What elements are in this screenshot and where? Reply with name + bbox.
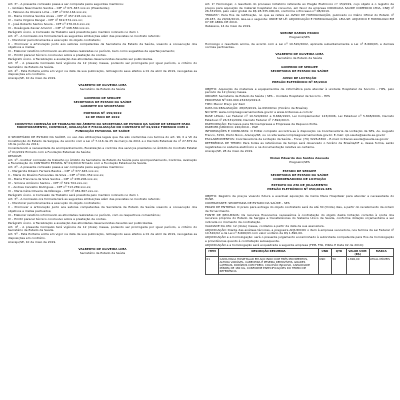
paragraph: IV – Simone Amâncio Santos – CPF nº 519.704.xxx-xx; [8,181,88,186]
adjudication-table [205,248,394,274]
paragraph: Considerando a necessidade de acompanhamento, fiscalização e controle dos serviços prestados no âmbito do Contrato Estatal nº 01/2019 firmado com a Fundação Estadual de Saúde; [8,146,197,154]
paragraph: Art. 1º - Instituir comissão de trabalho no âmbito da Secretaria de Estado da Saúde para Acompanhamento, Controle, Avaliação e Fiscalização do CONTRATO ESTATAL Nº 01/2019 firmado com a Fundação Estadual de Saúde. [8,157,197,166]
paragraph: ADJUDICAÇÃO e a homologação: será o presente julgamento encaminhado à autoridade competente para fins de homologação e providências quanto à contratação subsequente. [205,235,394,243]
right-column-flow [205,3,394,243]
paragraph: VI – Maria Célia Oliveira da Nóbrega – CPF nº 081.867.xxx-xx. [8,189,99,194]
paragraph: Art. 3º - A presente Comissão terá vigência de 12 (doze) meses, podendo ser prorrogada por igual período, a critério do Secretário de Estado da Saúde. [8,61,197,69]
paragraph: V – Andrea Carvalho Rodrigues – CPF nº 713.289.xxx-xx; [8,185,92,190]
cell-brand: ATUAL MÓVEIS [369,257,393,274]
paragraph: Itabaiana, 14 de maio de 2019. [205,24,252,29]
section-heading: SECRETARIA DE ESTADO DA SAÚDE [73,100,132,105]
paragraph: ORIGEM: Secretaria de Estado da Saúde / SES – Unidade Hospitalar de Socorro – HPS [205,94,330,99]
table-caption: ADJUDICAÇÃO e a homologação será enquadrada a seguinte empresa (FPPL FISI, PIRAL E Data 02 de 2019): [205,242,364,247]
paragraph: TIPO: Menor Preço por item [205,102,246,107]
paragraph: VALIDADE DA ATA: 12 (doze) meses, contados a partir da data de sua assinatura. [205,223,325,228]
paragraph: Art. 2º - A Comissão ora formada terá as seguintes atribuições além das previstas no Contrato referido: [8,33,161,38]
paragraph: NO SITE: www.comprasgovernamentais.gov.br e www.licitacoes-e.com.br [205,109,313,114]
col-header-unit-value: VALOR UNIT. (R$) [348,248,368,256]
paragraph: Parágrafo único. A Comissão de Trabalho será presidida pelo membro indicado no item I. [8,193,139,198]
signature-name: VALBERTO DE OLIVEIRA LIMA [78,83,127,88]
paragraph: Art. 2º - A presente comissão passa a ser composta pelos seguintes membros: [8,165,124,170]
section-heading: PREGÃO ELETRÔNICO Nº 85/2019 [272,79,327,84]
cell-description: CAMA MACA HOSPITALAR EM AÇO INOX COM TRÊS MOVIMENTOS, ALTURA VARIÁVEL, CABECEIRA E PESEIRA REMOVÍVEIS, GRADES LATERAIS, RODÍZIOS COM FREIO, COLCHÃO INCLUSO, CAPACIDADE MÍNIMA DE 180 KG, CONFORME ESPECIFICAÇÕES DO TERMO DE REFERÊNCIA [219,257,319,274]
paragraph: INFORMAÇÕES E CONSULTAS: O Edital completo encontra-se à disposição na Coordenadoria de Licitação da SES, Av. Augusto Franco, 3150, Ponto Novo, Aracaju/SE, ou no site www.comprasgovernamentais.gov.br. E-mail: cpl.saude@saude.se.gov.br [205,129,394,138]
paragraph: REFERÊNCIA DE TEMPO: Para todas as referências de tempo será observado o horário de Brasília/DF e, dessa forma, serão registradas no sistema eletrônico e na documentação relativa ao certame. [205,140,394,149]
paragraph: Homologo o resultado acima, de acordo com a Lei nº 10.520/2002, aplicada subsidiariamente a Lei nº 8.666/93, e demais normas pertinentes. [205,41,394,50]
paragraph: Aracaju/SE, 10 de maio de 2019. [8,76,57,81]
section-heading: COORDENADORIA DE LICITAÇÃO [273,176,326,181]
paragraph: III – Elaborar relatório informando as atividades realizadas no período, bem como sugestões de aperfeiçoamento; [8,49,176,54]
paragraph: ESCLARECIMENTOS: Coordenadoria de Licitação da Saúde – Fone: (79) 3226-8300 – E-mail: licitacao.saude@saude.se.gov.br [205,137,389,141]
paragraph: OBJETO: Registro de preços visando futura e eventual aquisição de Cama Maca Hospitalar para atender a necessidade do HUSE. [205,193,394,202]
paragraph: II – Fabiano de Oliveira Lima – CPF nº 032.164.xxx-xx; [8,9,88,14]
cell-item: 01 [206,257,219,274]
paragraph: Art. 4º - Esta Portaria entra em vigor na data de sua publicação, retroagindo seus efeitos a 01 de abril de 2019, revogadas as disposições em contrário. [8,68,197,77]
paragraph: IV – Emitir parecer técnico conclusivo sobre a prestação de contas. [8,53,107,58]
section-heading: 10 DE MAIO DE 2019 [85,114,120,119]
paragraph: PRAZO DE ENTREGA: O prazo para entrega do objeto contratado será de até 30 (trinta) dias, a partir do recebimento da ordem de fornecimento. [205,205,394,213]
paragraph: Art. 4º - A presente Comissão terá vigência de 12 (doze) meses, podendo ser prorrogada por igual período, a critério do Secretário de Estado da Saúde. [8,224,197,233]
signature-role: Secretário de Estado da Saúde [79,250,126,255]
section-heading: SECRETARIA DE ESTADO DA SAÚDE [270,172,329,177]
col-header-item: ITEM [206,249,219,257]
col-header-brand: MARCA [369,249,393,257]
paragraph: Art. 5º - Esta Portaria entra em vigor na data de sua publicação, retroagindo seus efeitos a 01 de abril de 2019, revogadas as disposições em contrário. [8,232,197,240]
section-heading: AVISO DE LICITAÇÃO [282,75,317,80]
section-heading: GABINETE DO SECRETÁRIO [80,104,125,109]
paragraph: III – Elaborar relatório informando as atividades realizadas no período, com os respectivos comentários; [8,212,161,217]
signature-role: Pregoeiro/SES [289,159,310,164]
paragraph: I – Margarida Ribeiro Ferreira Bastos – CPF nº 377.645.xxx-xx; [8,169,100,174]
cell-unit: UND [318,257,331,274]
paragraph: Parágrafo único. A fiscalização e avaliação das atividades desenvolvidas deverão ser publicizadas. [8,220,154,225]
paragraph: I – Monitorar periodicamente a execução do objeto contratado; [8,201,101,206]
paragraph: III – Maria Cristina Santos Alves – CPF nº 457.218.xxx-xx; [8,13,92,18]
col-header-description: DESCRIÇÃO RESUMIDA [219,249,319,257]
paragraph: PARTICIPAÇÃO: Exclusiva para Microempresas e Empresas de Pequeno Porte. [205,121,319,126]
signature-name: VALBERTO DE OLIVEIRA LIMA [78,246,127,251]
paragraph: CONTRATANTE: SECRETARIA DE ESTADO DA SAÚDE – SES [205,201,290,206]
signature-role: Pregoeira/SES [289,35,310,40]
table-header-row [206,249,394,257]
signature-name: VALBERTO DE OLIVEIRA LIMA [275,52,324,57]
signature-name: Vivian Eduardo dos Santos Azevedo [269,155,330,160]
signature-role: Secretário de Estado da Saúde [79,87,126,92]
paragraph: Art. 1º Homologar, o resultado do processo licitatório referente ao Pregão Eletrônico nº 15/2019, cujo objeto é o registro de preços para aquisição de material hospitalar de consumo, em favor da empresa CIRURGICA SAUDE COMERCIO LTDA, CNPJ nº 26.331509, pelo valor global de R$ 28.335.000,00, conforme o Processo nº 08/2019. [205,3,394,14]
cell-quantity: 50 [331,257,346,274]
col-header-quantity: QTD [331,249,346,257]
paragraph: III – Maria Francisca da Silva Santos – CPF nº 438.206.xxx-xx; [8,177,99,182]
paragraph: PARECER JURÍDICO: 220/2019 – PGE [205,125,258,130]
paragraph: BASE LEGAL: Lei Federal nº 10.520/2002 e 8.666/1993, Lei Complementar 123/2006, Lei Estadual nº 5.848/2006, Decreto Estadual nº 26.531/2009, Decreto Federal nº 7.892/2013. [205,113,394,122]
paragraph: Aracaju/SE, 10 de maio de 2019. [8,239,57,244]
section-heading: PREGÃO ELETRÔNICO Nº 056/2019-SES [267,187,332,192]
paragraph: Parágrafo único. A fiscalização e avaliação das atividades desenvolvidas deverão ser publicizadas. [8,57,154,62]
section-heading: PORTARIA Nº 159/2019 [83,110,122,115]
section-heading: CONSTITUI COMISSÃO DE TRABALHO NO ÂMBITO DA SECRETARIA DE ESTADO DA SAÚDE DE SERGIPE PARA MONITORAMENTO, CONTROLE, AVALIAÇÃO E FISCALIZAÇÃO DO CONTRATO Nº 01/2019 FIRMADO COM A FUNDAÇÃO ESTADUAL DE SAÚDE [14,121,191,133]
col-header-unit: UND [318,249,331,257]
section-heading: SECRETARIA DE ESTADO DA SAÚDE [270,69,329,74]
signature-role: Secretário de Estado da Saúde [276,56,323,61]
paragraph: O SECRETÁRIO DE ESTADO DA SAÚDE, no uso das atribuições legais que lhe são conferidas nos termos do art. 90, II e VII da Constituição do Estado de Sergipe, de acordo com a Lei nº 7.116 de 25 de março de 2011 e o Decreto Estadual de nº 27.879 de 18 de junho de 2011; [8,135,197,147]
section-heading: ESTADO DE SERGIPE [282,168,317,173]
paragraph: Aracaju/SE, 28 de maio de 2019. [205,148,254,153]
paragraph: OBJETO: Aquisição de materiais e equipamentos de informática para atender à unidade Hospitalar de Socorro – HPS, pelo período de 12 (doze) meses. [205,86,394,95]
paragraph: "ERRATA": Para fins de retificação, no que se refere ao AVISO DE HOMOLOGAÇÃO, publicado no Diário Oficial do Estado nº 28.187, de 29/04/2019, leia-se o seguinte: ONDE SE LÊ: ADJUDICAÇÃO E HOMOLOGAÇÃO. LEIA-SE: ADJUDICO E HOMOLOGO EM 07 DE ABRIL DE 2019. [205,13,394,25]
paragraph: II – Promover a articulação junto aos setores competentes da Secretaria de Estado da Saúde, visando a consecução dos objetivos e metas; [8,41,197,50]
section-heading: GOVERNO DE SERGIPE [281,65,318,70]
section-heading: EXTRATO DA ATA DE JULGAMENTO [271,183,328,188]
paragraph: II – Maria do Rosário Fernandes da Silva – CPF nº 091.352.xxx-xx; [8,173,105,178]
paragraph: V – José Roberto Santos Souza – CPF nº 276.014.xxx-xx; [8,21,91,26]
signature-name: SIMONE RAMOS PRADO [280,31,319,36]
paragraph: PROCESSO Nº 020.000.23432/2019-6 [205,98,261,103]
right-column [205,3,394,400]
paragraph: DATA DA REALIZAÇÃO: 28/05/2019, às 09h00min (Horário de Brasília) [205,106,308,110]
paragraph: IV – Carla Virginia Rangel – CPF nº 819.574.xxx-xx; [8,17,83,22]
paragraph: Art. 3º - A presente comissão passa a ser composta pelos seguintes membros: [8,3,124,6]
paragraph: FONTE DE RECURSOS: Os recursos financeiros necessários à contratação do objeto desta licitação correrão à conta dos recursos próprios do Estado de Sergipe e transferências do Sistema Único de Saúde, conforme dotação orçamentária a ser indicada no momento da contratação. [205,212,394,224]
paragraph: I – Monitorar periodicamente a execução do objeto contratado; [8,37,101,42]
paragraph: VI – Rosângela Xavier Amorim – CPF nº 198.560.xxx-xx. [8,25,90,30]
section-heading: GOVERNO DE SERGIPE [84,96,121,101]
paragraph: II – Promover a articulação junto aos setores competentes da Secretaria de Estado da Saúde visando a consecução dos objetivos e metas pactuados; [8,205,197,213]
table-row [206,257,394,274]
paragraph: ADJUDICAÇÃO: Diante das análises técnicas, a pregoeira ADJUDICOU o item à empresa vencedora, nos termos da Lei Federal nº 10.520/02 e da Lei nº 8.666/93 com valor unitário de R$ 1.890,00. [205,227,394,236]
paragraph: Art. 3º - A Comissão ora formada terá as seguintes atribuições além das previstas no Contrato referido: [8,197,161,202]
paragraph: RESOLVE: [8,153,23,158]
paragraph: IV – Emitir parecer técnico conclusivo sobre a prestação de contas. [8,216,107,221]
cell-unit-value: 1.890,00 [346,257,369,274]
paragraph: I – Gildásio Nascimento Santos – CPF nº 071.847.xxx-xx (Presidente); [8,5,110,10]
left-column [8,3,197,400]
paragraph: Parágrafo único. A Comissão de Trabalho será presidida pelo membro indicado no item I. [8,29,139,34]
